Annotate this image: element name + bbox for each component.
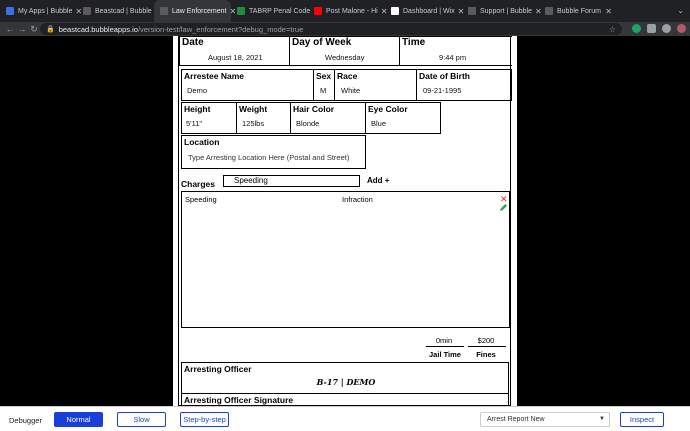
tab-title: Bubble Forum [557,7,601,15]
time-label: Time [402,37,426,48]
tab-title: Beastcad | Bubble [95,7,152,15]
tab-title: Post Malone - Hi [326,7,378,15]
charge-input[interactable]: Speeding [223,175,360,187]
tab-favicon-icon [160,7,168,15]
grammarly-extension-icon[interactable] [632,24,641,33]
profile-avatar[interactable] [677,24,686,33]
charge-type: Infraction [342,195,373,204]
sex-cell [313,69,335,101]
element-select-value: Arrest Report New [487,416,545,423]
arrest-report-form [178,36,511,406]
tab-title: Support | Bubble [480,7,533,15]
race-cell [334,69,417,101]
back-icon[interactable]: ← [5,24,15,34]
arrestee-name-cell [181,69,314,101]
normal-button[interactable]: Normal [54,412,103,427]
tab-close-icon[interactable]: ✕ [75,6,83,16]
delete-icon[interactable]: ✕ [500,194,508,204]
debugger-bar [0,406,690,431]
browser-tab[interactable] [385,0,465,22]
height-value[interactable]: 5'11" [186,119,203,128]
step-by-step-button[interactable]: Step-by-step [180,412,229,427]
tab-title: Law Enforcement [172,7,227,15]
height-label: Height [184,104,211,114]
jail-time-value: 0min [435,336,453,345]
browser-tab[interactable] [462,0,542,22]
charges-label: Charges [181,179,216,189]
tab-title: TABRP Penal Code [249,7,311,15]
eye-color-cell [365,102,441,134]
tab-favicon-icon [314,7,322,15]
date-of-birth-cell [416,69,512,101]
charges-list [181,191,510,328]
arrestee-name-value[interactable]: Demo [187,86,208,95]
tab-search-icon[interactable]: ⌄ [677,6,684,15]
eye-color-label: Eye Color [368,104,408,114]
media-control-icon[interactable] [662,24,671,33]
chevron-down-icon: ▼ [599,416,605,422]
tab-favicon-icon [83,7,91,15]
weight-cell [236,102,291,134]
add-charge-button[interactable]: Add + [367,176,390,185]
time-value: 9:44 pm [439,53,467,62]
location-label: Location [184,137,220,147]
day-of-week-cell [289,36,400,66]
debugger-title: Debugger [9,416,42,425]
extension-icons [632,24,686,33]
hair-color-value[interactable]: Blonde [296,119,320,128]
arresting-officer-value: B-17 | DEMO [316,377,376,387]
slow-button[interactable]: Slow [117,412,166,427]
tab-title: My Apps | Bubble [18,7,73,15]
jail-time-label: Jail Time [429,350,461,359]
tab-close-icon[interactable]: ✕ [535,6,542,16]
browser-tab[interactable] [308,0,388,22]
arresting-officer-cell [181,362,509,394]
fines-value: $200 [477,336,495,345]
date-of-birth-label: Date of Birth [419,71,470,81]
date-cell [179,36,290,66]
forward-icon[interactable]: → [17,24,27,34]
page-content [173,36,517,406]
bookmark-star-icon[interactable]: ☆ [608,24,616,34]
extensions-puzzle-icon[interactable] [647,24,656,33]
tab-close-icon[interactable]: ✕ [229,6,237,16]
browser-tab[interactable] [77,0,154,22]
browser-tab[interactable] [154,0,237,22]
tab-close-icon[interactable]: ✕ [605,6,612,16]
eye-color-value[interactable]: Blue [371,119,387,128]
charge-name: Speeding [185,195,217,204]
arresting-officer-label: Arresting Officer [184,364,252,374]
weight-label: Weight [239,104,268,114]
inspect-button[interactable]: Inspect [620,412,664,427]
browser-tab[interactable] [231,0,311,22]
officer-signature-label: Arresting Officer Signature [184,395,294,405]
element-select[interactable] [480,412,610,427]
address-bar [0,22,690,36]
tab-close-icon[interactable]: ✕ [457,6,465,16]
browser-tab[interactable] [0,0,83,22]
jail-time-divider [426,346,464,347]
day-of-week-label: Day of Week [292,37,352,48]
time-cell [399,36,512,66]
tab-close-icon[interactable]: ✕ [380,6,388,16]
reload-icon[interactable]: ↻ [30,23,38,34]
url-input[interactable] [40,23,622,35]
url-path: /version-test/law_enforcement?debug_mode=true [137,24,304,34]
date-label: Date [182,37,204,48]
height-cell [181,102,237,134]
fines-label: Fines [476,350,496,359]
day-of-week-value: Wednesday [325,53,365,62]
location-input[interactable]: Type Arresting Location Here (Postal and Street) [188,153,350,162]
date-of-birth-value[interactable]: 09-21-1995 [423,86,462,95]
pencil-icon[interactable] [499,203,508,214]
list-item [185,194,508,205]
hair-color-cell [290,102,366,134]
tab-title: Dashboard | Wix [403,7,455,15]
arrestee-name-label: Arrestee Name [184,71,245,81]
sex-label: Sex [316,71,332,81]
location-cell [181,135,366,169]
tab-favicon-icon [6,7,14,15]
lock-icon[interactable]: 🔒 [46,26,55,33]
tab-favicon-icon [391,7,399,15]
fines-divider [468,346,506,347]
race-label: Race [337,71,358,81]
weight-value[interactable]: 125lbs [242,119,265,128]
tab-favicon-icon [237,7,245,15]
url-host: beastcad.bubbleapps.io [58,24,138,34]
tab-favicon-icon [545,7,553,15]
sex-value[interactable]: M [320,86,327,95]
date-value: August 18, 2021 [208,53,263,62]
browser-tab[interactable] [539,0,616,22]
browser-tab-bar [0,0,690,22]
tab-favicon-icon [468,7,476,15]
hair-color-label: Hair Color [293,104,335,114]
race-value[interactable]: White [341,86,361,95]
